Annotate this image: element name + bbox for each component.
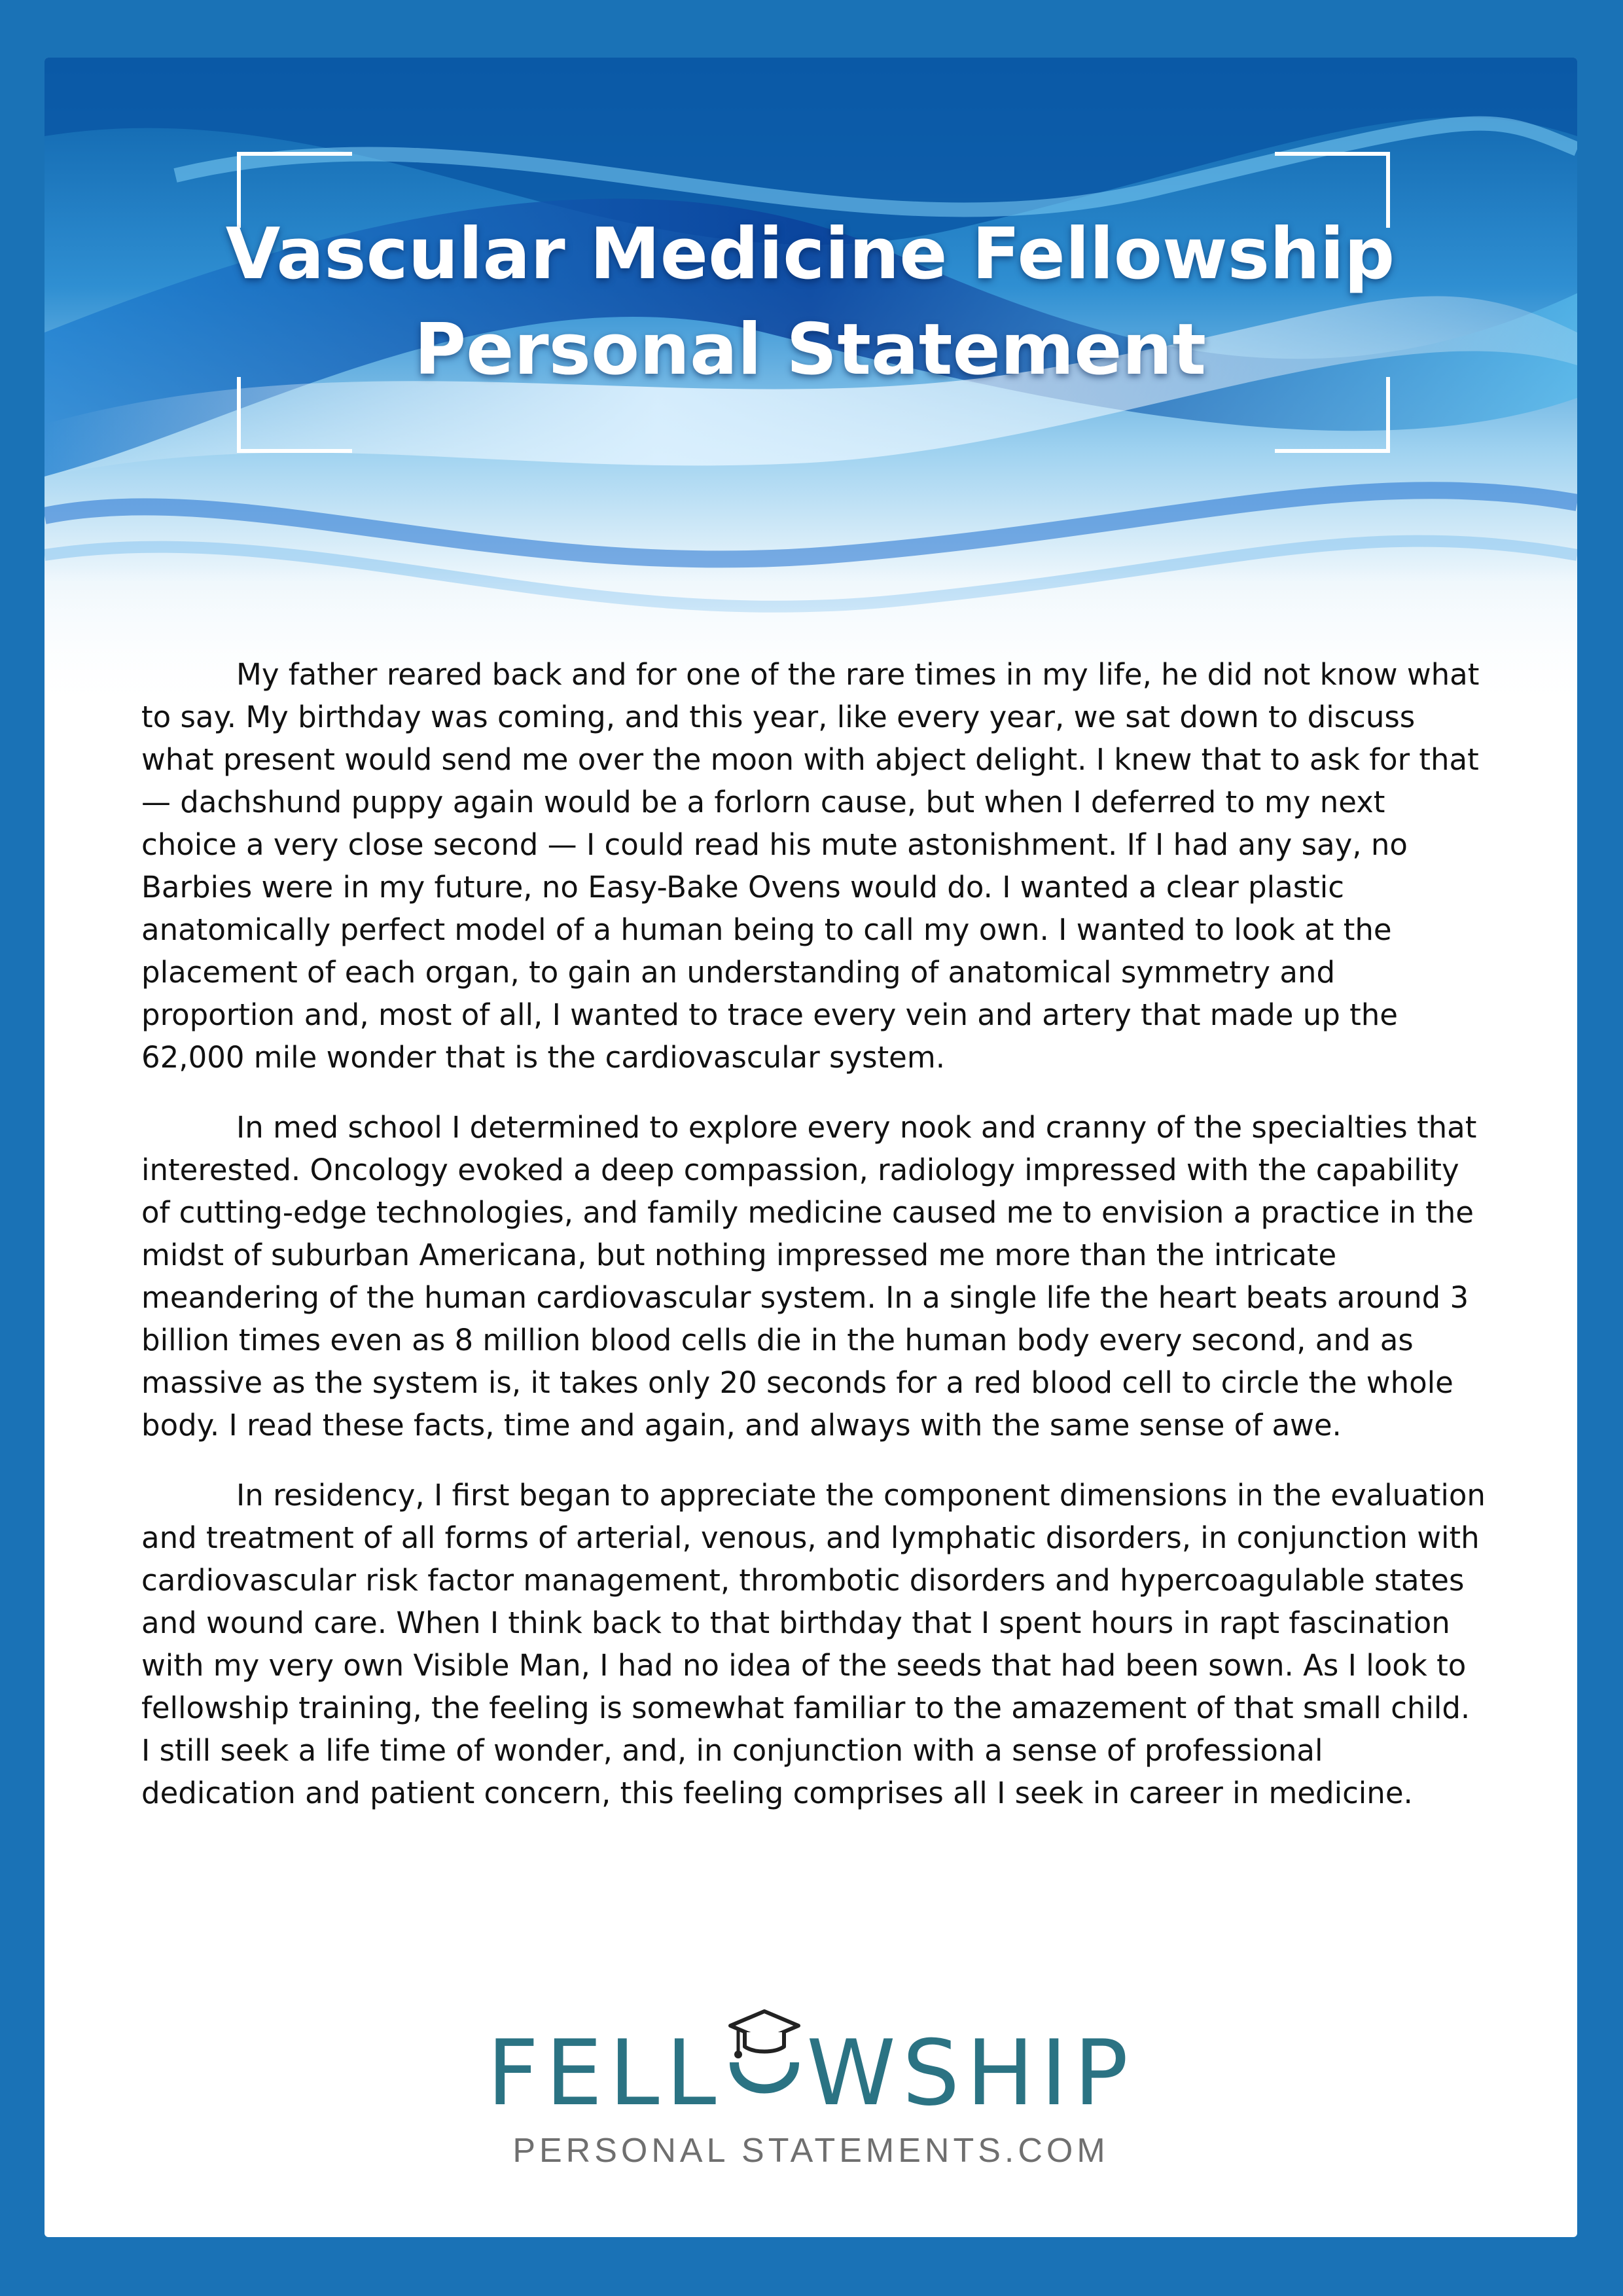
- paragraph: In med school I determined to explore every nook and cranny of the specialties that interested. Oncology evoked a deep compassion, radiology impressed with the capability of cutting-edge technologies, and family medicine caused me to envision a practice in the midst of suburban Americana, but nothing impressed me more than the intricate meandering of the human cardiovascular system. In a single life the heart beats around 3 billion times even as 8 million blood cells die in the human body every second, and as massive as the system is, it takes only 20 seconds for a red blood cell to circle the whole body. I read these facts, time and again, and always with the same sense of awe.: [141, 1110, 1477, 1443]
- document-page: [45, 58, 1577, 2237]
- logo-word-part1: FELL: [486, 2020, 723, 2126]
- brand-logo: [45, 2020, 1577, 2170]
- paragraph: In residency, I first began to appreciate the component dimensions in the evaluation and treatment of all forms of arterial, venous, and lymphatic disorders, in conjunction with cardiovascular risk factor management, thrombotic disorders and hypercoagulable states and wound care. When I think back to that birthday that I spent hours in rapt fascination with my very own Visible Man, I had no idea of the seeds that had been sown. As I look to fellowship training, the feeling is somewhat familiar to the amazement of that small child. I still seek a life time of wonder, and, in conjunction with a sense of professional dedication and patient concern, this feeling comprises all I seek in career in medicine.: [141, 1478, 1486, 1810]
- page-title: [188, 207, 1432, 398]
- logo-subtitle: PERSONAL STATEMENTS.COM: [512, 2132, 1109, 2170]
- logo-wordmark: [486, 2020, 1135, 2126]
- statement-body: [141, 653, 1486, 1842]
- graduation-cap-icon: [725, 2032, 804, 2111]
- logo-word-part2: WSHIP: [806, 2020, 1135, 2126]
- title-line-2: Personal Statement: [414, 309, 1206, 391]
- paragraph: My father reared back and for one of the rare times in my life, he did not know what to say. My birthday was coming, and this year, like every year, we sat down to discuss what present would send me over the moon with abject delight. I knew that to ask for that — dachshund puppy again would be a forlorn cause, but when I deferred to my next choice a very close second — I could read his mute astonishment. If I had any say, no Barbies were in my future, no Easy-Bake Ovens would do. I wanted a clear plastic anatomically perfect model of a human being to call my own. I wanted to look at the placement of each organ, to gain an understanding of anatomical symmetry and proportion and, most of all, I wanted to trace every vein and artery that made up the 62,000 mile wonder that is the cardiovascular system.: [141, 657, 1480, 1075]
- title-line-1: Vascular Medicine Fellowship: [225, 213, 1395, 295]
